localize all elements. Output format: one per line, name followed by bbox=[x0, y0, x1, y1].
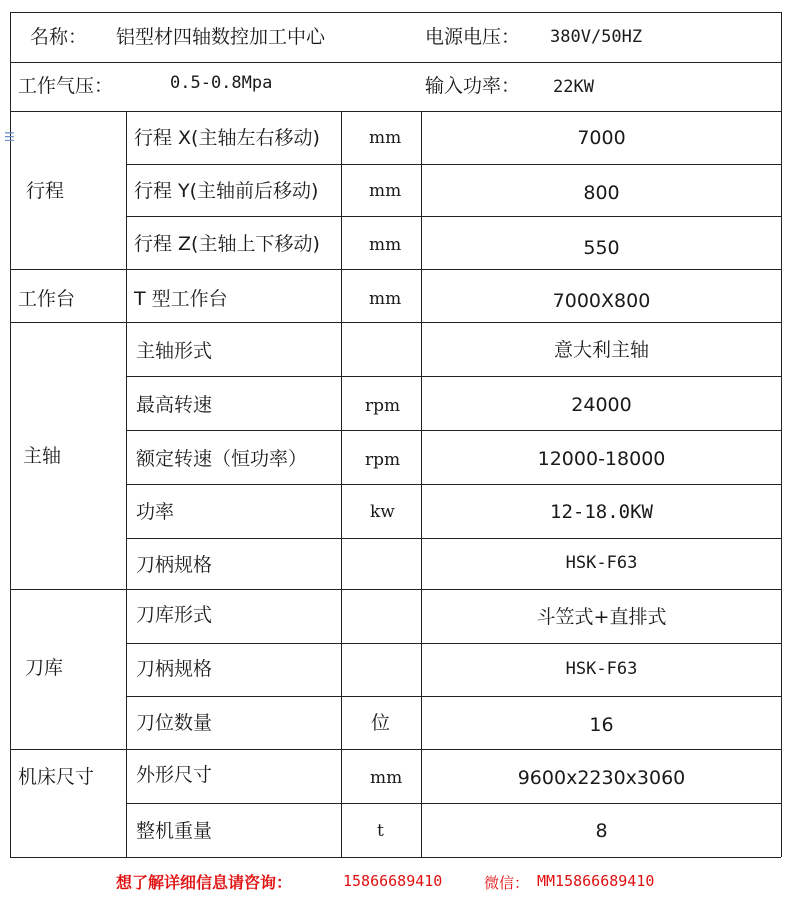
input-power-label: 输入功率： bbox=[425, 75, 521, 97]
contact-prompt: 想了解详细信息请咨询： bbox=[116, 873, 293, 892]
value-cell: 7000X800 bbox=[552, 290, 651, 312]
unit-cell: mm bbox=[370, 768, 403, 788]
value-cell: 12000-18000 bbox=[537, 448, 666, 470]
unit-cell: 位 bbox=[371, 712, 391, 734]
table-border bbox=[781, 12, 782, 857]
item-cell: 最高转速 bbox=[136, 394, 213, 416]
table-border bbox=[126, 643, 781, 644]
value-cell: 斗笠式+直排式 bbox=[536, 606, 667, 628]
table-border bbox=[421, 111, 422, 857]
table-border bbox=[126, 538, 781, 539]
group-travel: 行程 bbox=[26, 180, 65, 202]
wechat-label: 微信： bbox=[484, 874, 530, 892]
name-label: 名称： bbox=[30, 26, 88, 48]
contact-footer bbox=[0, 866, 790, 894]
table-border bbox=[10, 857, 781, 858]
table-border bbox=[126, 484, 781, 485]
table-border bbox=[126, 430, 781, 431]
value-cell: HSK-F63 bbox=[565, 553, 638, 573]
unit-cell: mm bbox=[369, 181, 402, 201]
item-cell: 整机重量 bbox=[136, 820, 213, 842]
table-border bbox=[126, 216, 781, 217]
item-cell: 刀库形式 bbox=[136, 604, 213, 626]
value-cell: 16 bbox=[589, 714, 614, 736]
value-cell: 800 bbox=[583, 182, 620, 204]
table-border bbox=[126, 803, 781, 804]
table-border bbox=[126, 111, 127, 857]
group-tool-magazine: 刀库 bbox=[25, 657, 64, 679]
item-cell: T 型工作台 bbox=[134, 288, 228, 310]
air-pressure-value: 0.5-0.8Mpa bbox=[170, 73, 273, 93]
item-cell: 刀柄规格 bbox=[136, 658, 213, 680]
item-cell: 行程 Z(主轴上下移动) bbox=[134, 233, 320, 255]
voltage-label: 电源电压： bbox=[425, 26, 521, 48]
group-machine-size: 机床尺寸 bbox=[18, 766, 95, 788]
unit-cell: mm bbox=[369, 289, 402, 309]
item-cell: 外形尺寸 bbox=[136, 764, 213, 786]
value-cell: 9600x2230x3060 bbox=[517, 767, 686, 789]
unit-cell: mm bbox=[369, 128, 402, 148]
input-power-value: 22KW bbox=[553, 77, 594, 97]
contact-phone[interactable]: 15866689410 bbox=[343, 872, 443, 890]
value-cell: 550 bbox=[583, 237, 620, 259]
table-border bbox=[10, 12, 781, 13]
item-cell: 刀柄规格 bbox=[136, 554, 213, 576]
value-cell: 24000 bbox=[571, 394, 632, 416]
group-worktable: 工作台 bbox=[18, 288, 76, 310]
name-value: 铝型材四轴数控加工中心 bbox=[116, 26, 326, 48]
unit-cell: rpm bbox=[365, 450, 401, 470]
unit-cell: kw bbox=[370, 502, 395, 522]
unit-cell: mm bbox=[369, 235, 402, 255]
item-cell: 行程 X(主轴左右移动) bbox=[134, 127, 320, 149]
value-cell: 8 bbox=[595, 820, 608, 842]
item-cell: 额定转速（恒功率） bbox=[136, 448, 308, 470]
item-cell: 主轴形式 bbox=[136, 340, 213, 362]
item-cell: 行程 Y(主轴前后移动) bbox=[134, 180, 319, 202]
unit-cell: t bbox=[377, 821, 384, 841]
table-border bbox=[126, 376, 781, 377]
value-cell: 12-18.0KW bbox=[550, 501, 653, 523]
voltage-value: 380V/50HZ bbox=[550, 27, 643, 47]
value-cell: 7000 bbox=[577, 127, 626, 149]
group-spindle: 主轴 bbox=[23, 445, 62, 467]
item-cell: 刀位数量 bbox=[136, 712, 213, 734]
value-cell: 意大利主轴 bbox=[553, 339, 649, 361]
table-border bbox=[126, 164, 781, 165]
unit-cell: rpm bbox=[365, 396, 401, 416]
table-border bbox=[10, 62, 781, 63]
air-pressure-label: 工作气压： bbox=[18, 75, 114, 97]
wechat-id[interactable]: MM15866689410 bbox=[537, 872, 655, 890]
document-icon: ☰ bbox=[4, 130, 15, 144]
table-border bbox=[126, 696, 781, 697]
table-border bbox=[341, 111, 342, 857]
item-cell: 功率 bbox=[136, 501, 175, 523]
value-cell: HSK-F63 bbox=[565, 659, 638, 679]
